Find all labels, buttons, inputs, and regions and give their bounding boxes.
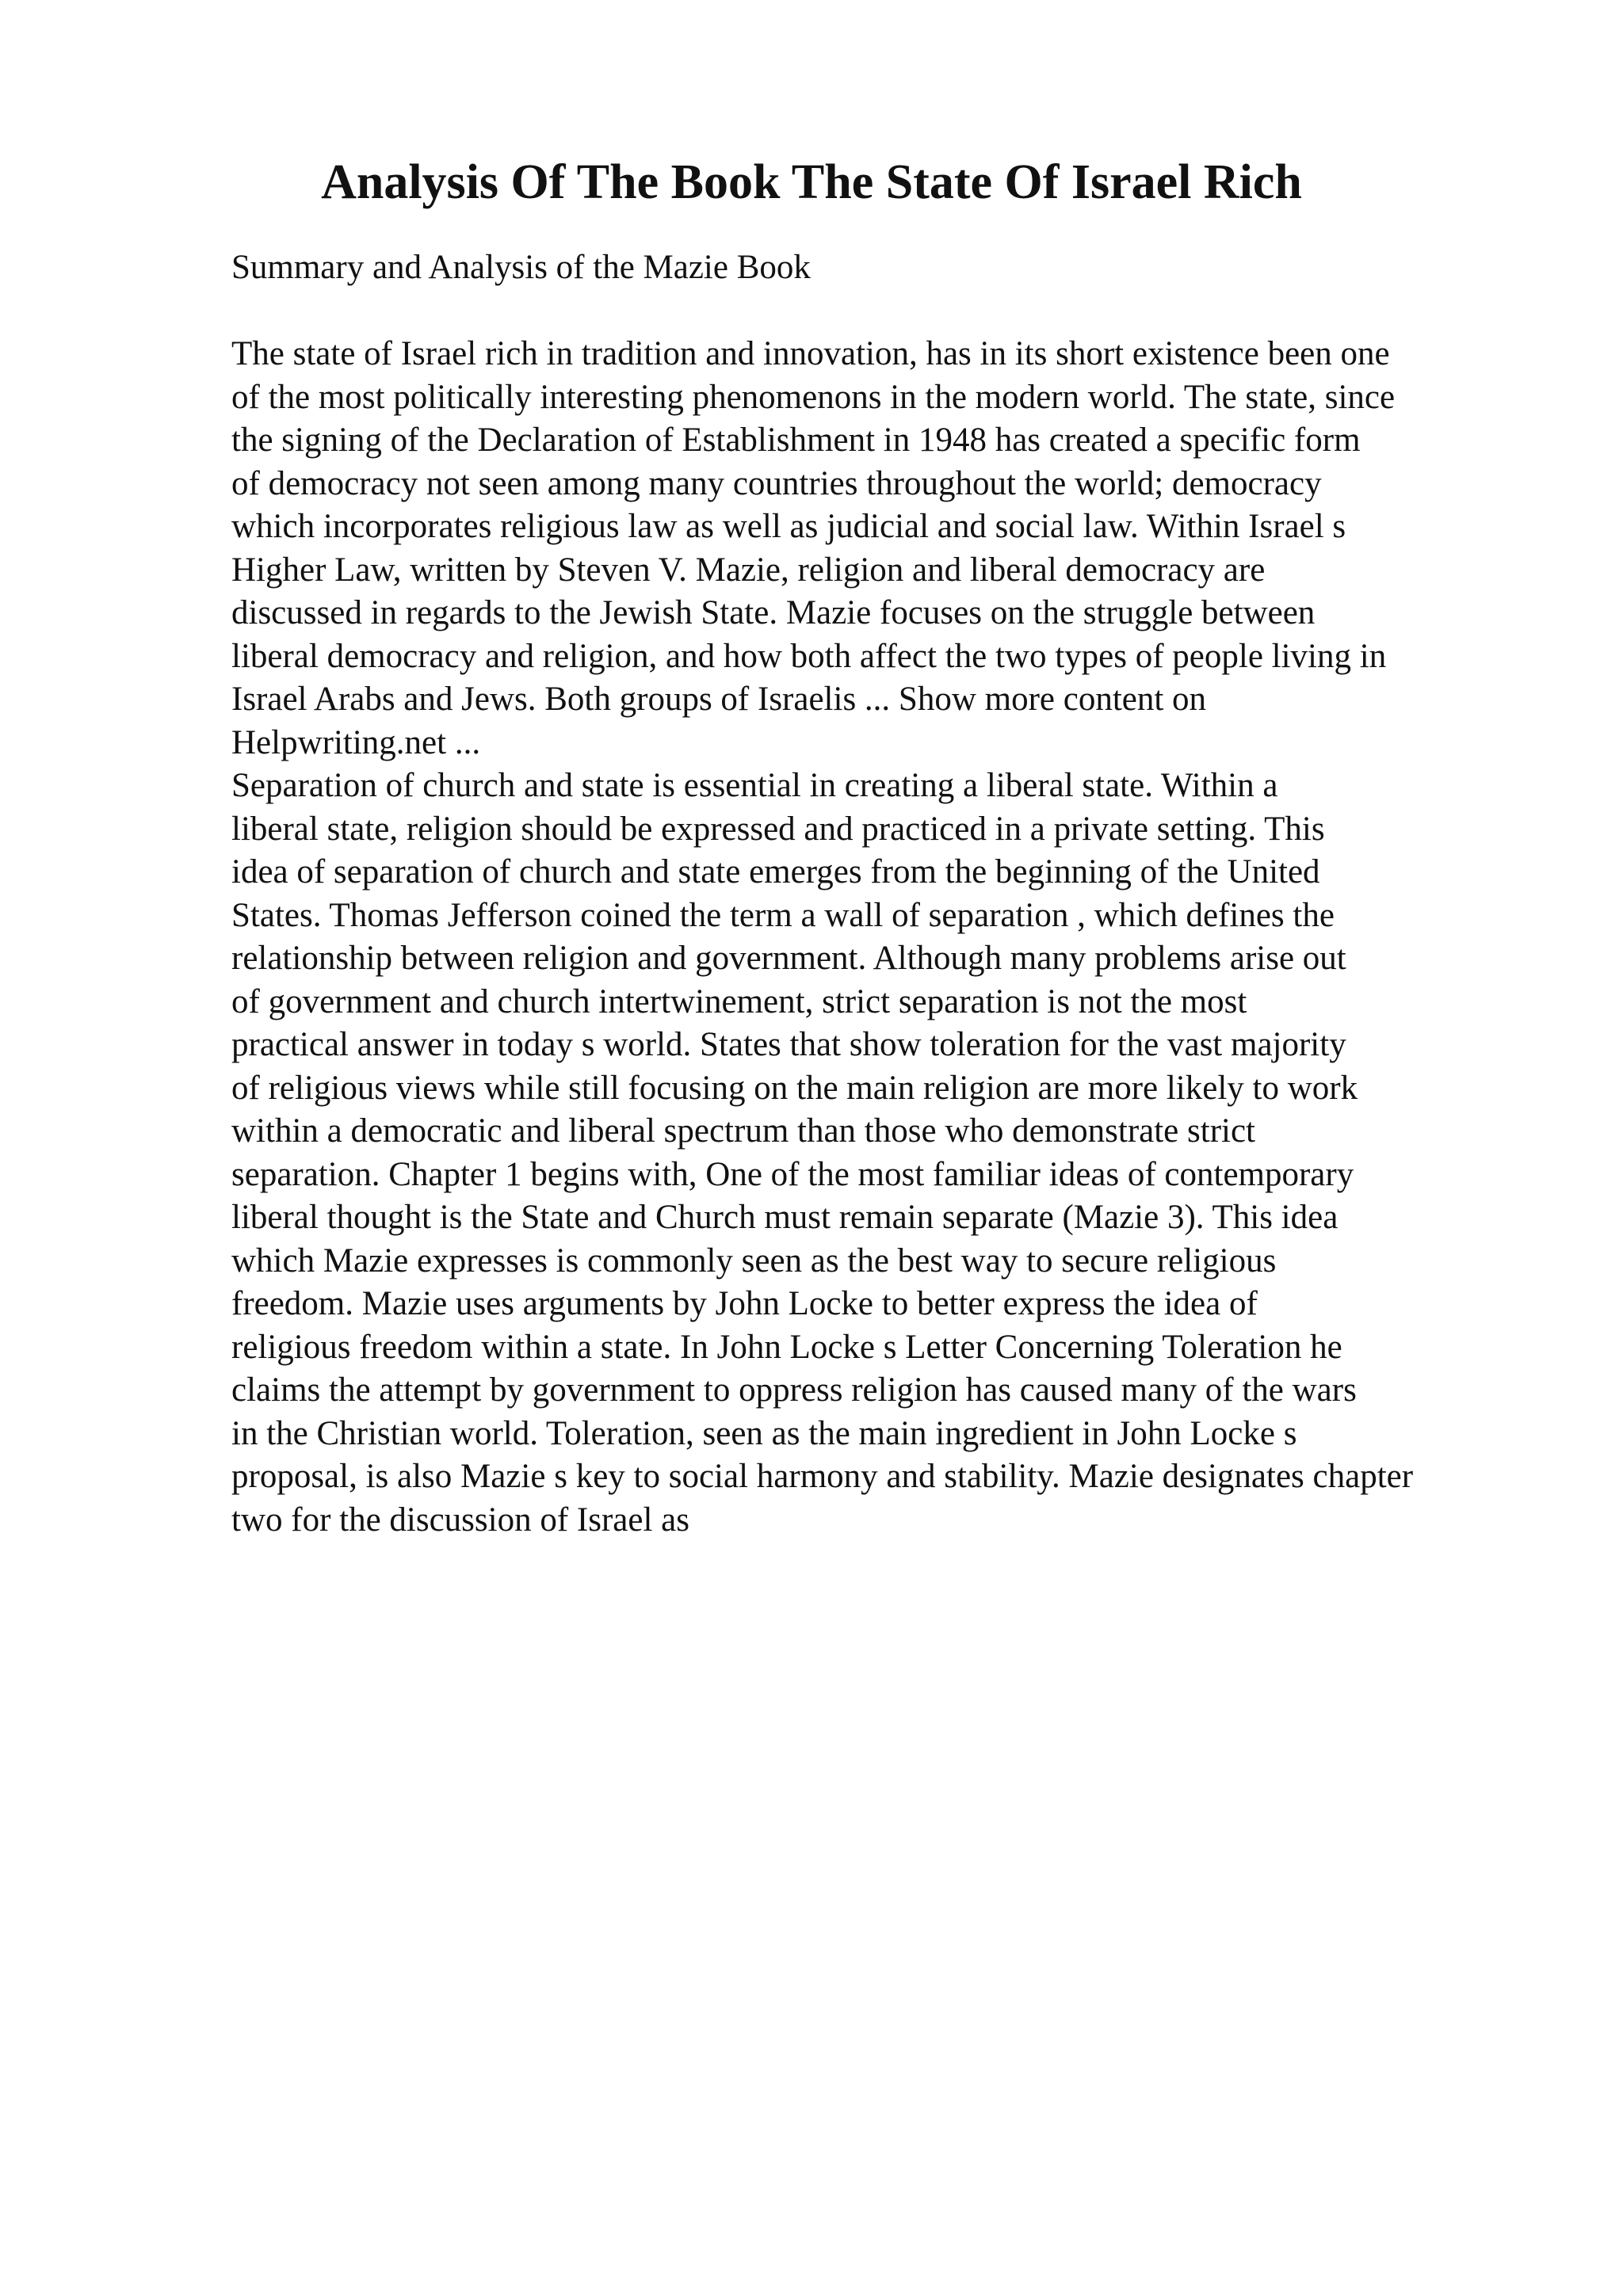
body-line: of the most politically interesting phenomenons in the modern world. The state, since (231, 378, 1396, 416)
body-line: practical answer in today s world. States that show toleration for the vast majority (231, 1026, 1346, 1063)
document-subtitle: Summary and Analysis of the Mazie Book (231, 249, 811, 286)
body-line: liberal thought is the State and Church must remain separate (Mazie 3). This idea (231, 1199, 1338, 1236)
document-body (231, 333, 1594, 1542)
body-line: two for the discussion of Israel as (231, 1501, 689, 1539)
body-line: relationship between religion and government. Although many problems arise out (231, 940, 1346, 977)
body-line: within a democratic and liberal spectrum than those who demonstrate strict (231, 1112, 1255, 1150)
body-line: separation. Chapter 1 begins with, One of the most familiar ideas of contemporary (231, 1155, 1354, 1193)
body-line: liberal democracy and religion, and how both affect the two types of people living in (231, 637, 1387, 675)
body-line: States. Thomas Jefferson coined the term a wall of separation , which defines the (231, 896, 1335, 934)
body-line: in the Christian world. Toleration, seen as the main ingredient in John Locke s (231, 1414, 1297, 1452)
document-title: Analysis Of The Book The State Of Israel Rich (321, 155, 1302, 209)
body-line: liberal state, religion should be expressed and practiced in a private setting. This (231, 810, 1325, 848)
body-line: which incorporates religious law as well as judicial and social law. Within Israel s (231, 508, 1346, 545)
body-line: Israel Arabs and Jews. Both groups of Israelis ... Show more content on (231, 681, 1207, 718)
body-line: freedom. Mazie uses arguments by John Locke to better express the idea of (231, 1285, 1258, 1322)
body-line: discussed in regards to the Jewish State. Mazie focuses on the struggle between (231, 594, 1316, 631)
body-line: of democracy not seen among many countries throughout the world; democracy (231, 464, 1322, 502)
body-line: The state of Israel rich in tradition and innovation, has in its short existence been one (231, 335, 1390, 372)
body-line: of religious views while still focusing on the main religion are more likely to work (231, 1069, 1358, 1107)
body-line: religious freedom within a state. In John Locke s Letter Concerning Toleration he (231, 1328, 1342, 1366)
body-line: which Mazie expresses is commonly seen as the best way to secure religious (231, 1241, 1277, 1280)
body-line: idea of separation of church and state emerges from the beginning of the United (231, 853, 1320, 891)
body-line: of government and church intertwinement, strict separation is not the most (231, 982, 1247, 1020)
body-line: Helpwriting.net ... (231, 723, 481, 761)
body-line: claims the attempt by government to oppress religion has caused many of the wars (231, 1371, 1357, 1409)
body-line: Higher Law, written by Steven V. Mazie, religion and liberal democracy are (231, 551, 1266, 589)
body-line: the signing of the Declaration of Establishment in 1948 has created a specific form (231, 421, 1361, 459)
body-line: proposal, is also Mazie s key to social harmony and stability. Mazie designates chapter (231, 1458, 1414, 1495)
body-line: Separation of church and state is essential in creating a liberal state. Within a (231, 767, 1278, 804)
